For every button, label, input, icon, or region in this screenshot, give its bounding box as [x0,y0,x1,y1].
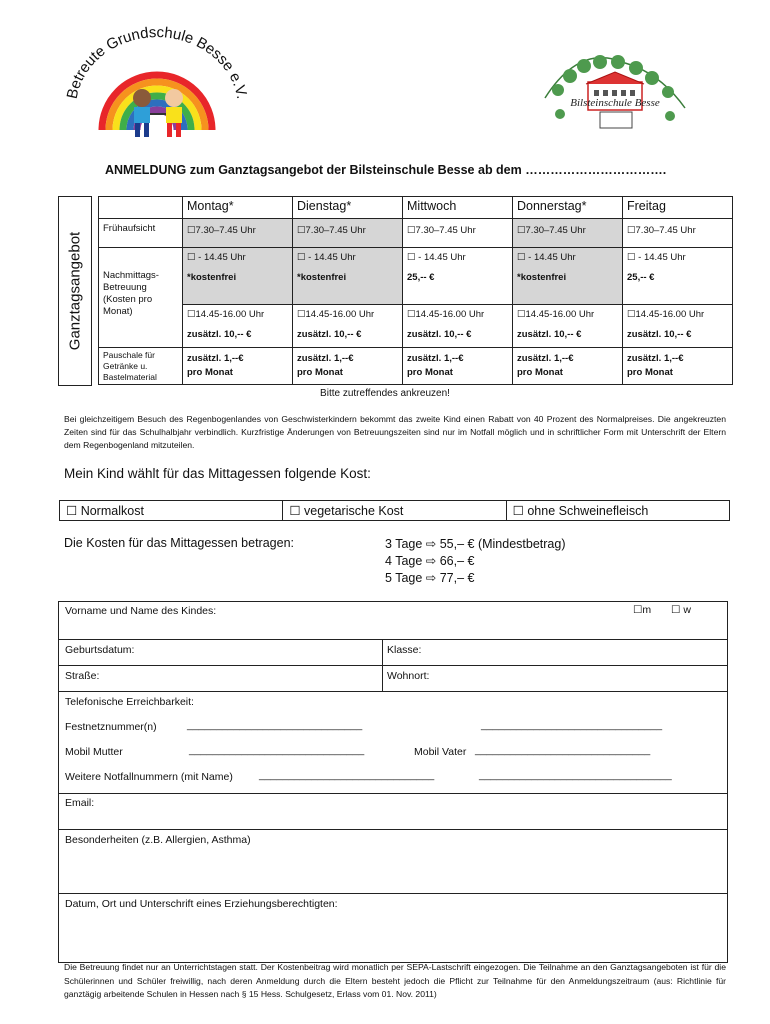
pauschale-period: pro Monat [517,367,563,378]
svg-text:Bilsteinschule Besse: Bilsteinschule Besse [570,97,660,109]
gender-w-option[interactable]: ☐ w [671,604,691,616]
day-header: Dienstag* [293,197,403,219]
nachmittag-late-row [99,305,733,348]
bilsteinschule-logo [540,48,690,138]
mobile-father-label: Mobil Vater [414,746,467,758]
pauschale-cost: zusätzl. 1,--€ [297,353,354,364]
checkbox-icon[interactable] [66,504,77,518]
email-row[interactable] [59,794,727,830]
pauschale-period: pro Monat [407,367,453,378]
emergency-label: Weitere Notfallnummern (mit Name) [65,771,233,783]
late-checkbox[interactable]: ☐14.45-16.00 Uhr [297,309,375,320]
pauschale-period: pro Monat [627,367,673,378]
checkbox-icon[interactable] [289,504,300,518]
class-label: Klasse: [387,644,422,656]
day-header: Donnerstag* [513,197,623,219]
fruehaufsicht-checkbox[interactable]: ☐7.30–7.45 Uhr [297,225,366,236]
meal-cost-list [385,536,566,587]
pauschale-cost: zusätzl. 1,--€ [187,353,244,364]
schedule-header-row [99,197,733,219]
meal-cost-item: 5 Tage ⇨ 77,– € [385,571,475,585]
late-checkbox[interactable]: ☐14.45-16.00 Uhr [627,309,705,320]
street-label: Straße: [65,670,100,682]
landline-field-1[interactable]: ______________________________ [187,719,363,731]
late-cost: zusätzl. 10,-- € [187,329,252,340]
row-label: Pauschale für Getränke u. Bastelmaterial [99,348,183,385]
signature-row[interactable] [59,894,727,962]
checkbox-icon[interactable] [633,604,642,616]
nachmittag-cost: 25,-- € [627,272,655,283]
meal-option-vegetarisch[interactable]: ☐ vegetarische Kost [283,501,506,521]
late-cost: zusätzl. 10,-- € [407,329,472,340]
city-label: Wohnort: [387,670,430,682]
fruehaufsicht-checkbox[interactable]: ☐7.30–7.45 Uhr [407,225,476,236]
late-checkbox[interactable]: ☐14.45-16.00 Uhr [187,309,265,320]
pauschale-cost: zusätzl. 1,--€ [407,353,464,364]
late-cost: zusätzl. 10,-- € [297,329,362,340]
betreute-grundschule-logo [62,22,252,140]
fruehaufsicht-row [99,219,733,248]
ganztagsangebot-side-label: Ganztagsangebot [58,196,92,386]
pauschale-cost: zusätzl. 1,--€ [517,353,574,364]
schedule-table [98,196,733,385]
special-notes-row[interactable] [59,830,727,894]
nachmittag-cost: 25,-- € [407,272,435,283]
row-divider [382,640,383,665]
meal-options-table [59,500,730,521]
row-label: Nachmittags-Betreuung (Kosten pro Monat) [99,248,183,348]
tick-note: Bitte zutreffendes ankreuzen! [320,388,450,399]
meal-cost-item: 3 Tage ⇨ 55,– € (Mindestbetrag) [385,537,566,551]
mobile-mother-field[interactable]: ______________________________ [189,744,365,756]
pauschale-row [99,348,733,385]
late-checkbox[interactable]: ☐14.45-16.00 Uhr [517,309,595,320]
nachmittag-cost: *kostenfrei [517,272,567,283]
nachmittag-row [99,248,733,305]
row-divider [382,666,383,691]
fruehaufsicht-checkbox[interactable]: ☐7.30–7.45 Uhr [187,225,256,236]
fruehaufsicht-checkbox[interactable]: ☐7.30–7.45 Uhr [627,225,696,236]
late-cost: zusätzl. 10,-- € [627,329,692,340]
phone-heading: Telefonische Erreichbarkeit: [65,696,194,708]
address-row [59,666,727,692]
meal-cost-item: 4 Tage ⇨ 66,– € [385,554,475,568]
svg-text:Betreute Grundschule Besse e.V: Betreute Grundschule Besse e.V. [63,24,251,101]
landline-field-2[interactable]: _______________________________ [481,719,663,731]
day-header: Freitag [623,197,733,219]
day-header: Mittwoch [403,197,513,219]
child-name-label: Vorname und Name des Kindes: [65,605,217,617]
child-name-row[interactable] [59,602,727,640]
pauschale-period: pro Monat [297,367,343,378]
late-checkbox[interactable]: ☐14.45-16.00 Uhr [407,309,485,320]
fruehaufsicht-checkbox[interactable]: ☐7.30–7.45 Uhr [517,225,586,236]
special-notes-label: Besonderheiten (z.B. Allergien, Asthma) [65,834,251,846]
row-label: Frühaufsicht [99,219,183,248]
nachmittag-checkbox[interactable]: ☐ - 14.45 Uhr [407,252,466,263]
gender-m-option[interactable]: ☐ m [633,604,651,616]
day-header: Montag* [183,197,293,219]
nachmittag-cost: *kostenfrei [297,272,347,283]
discount-paragraph: Bei gleichzeitigem Besuch des Regenbogenlandes von Geschwisterkindern bekommt das zweite Kind einen Rabatt von 40 Prozent des Normalpreises. Die angekreuzten Zeiten sind für das Schulhalbjahr verbindlich. Kurzfristige Änderungen von Betreuungszeiten sind nur im Notfall möglich und in schriftlicher Form mit Unterschrift der Eltern dem Regenbogenland mitzuteilen. [64,414,726,450]
pauschale-period: pro Monat [187,367,233,378]
nachmittag-cost: *kostenfrei [187,272,237,283]
nachmittag-checkbox[interactable]: ☐ - 14.45 Uhr [517,252,576,263]
pauschale-cost: zusätzl. 1,--€ [627,353,684,364]
phone-section [59,692,727,794]
nachmittag-checkbox[interactable]: ☐ - 14.45 Uhr [187,252,246,263]
meal-heading: Mein Kind wählt für das Mittagessen folgende Kost: [64,466,371,481]
late-cost: zusätzl. 10,-- € [517,329,582,340]
child-data-form [58,601,728,963]
nachmittag-checkbox[interactable]: ☐ - 14.45 Uhr [297,252,356,263]
nachmittag-checkbox[interactable]: ☐ - 14.45 Uhr [627,252,686,263]
meal-cost-label: Die Kosten für das Mittagessen betragen: [64,536,294,550]
emergency-field-2[interactable]: _________________________________ [479,769,672,781]
footer-note: Die Betreuung findet nur an Unterrichtstagen statt. Der Kostenbeitrag wird monatlich per SEPA-Lastschrift eingezogen. Die Teilnahme an den Ganztagsangeboten ist für die Schülerinnen und Schüler freiwillig, nach deren Anmeldung durch die Eltern besteht jedoch die Pflicht zur Teilnahme für den Anmeldungszeitraum (aus: Richtlinie für ganztägig arbeitende Schulen in Hessen nach § 15 Hess. Schulgesetz, Erlass vom 01. Nov. 2011) [64,962,726,999]
mobile-mother-label: Mobil Mutter [65,746,123,758]
checkbox-icon[interactable] [513,504,524,518]
landline-label: Festnetznummer(n) [65,721,157,733]
form-title: ANMELDUNG zum Ganztagsangebot der Bilsteinschule Besse ab dem ……………………………. [105,163,667,177]
signature-label: Datum, Ort und Unterschrift eines Erziehungsberechtigten: [65,898,338,910]
email-label: Email: [65,797,95,809]
meal-option-normalkost[interactable]: ☐ Normalkost [60,501,283,521]
birth-class-row [59,640,727,666]
birth-date-label: Geburtsdatum: [65,644,135,656]
emergency-field-1[interactable]: ______________________________ [259,769,435,781]
checkbox-icon[interactable] [671,604,680,616]
meal-option-ohne-schweinefleisch[interactable]: ☐ ohne Schweinefleisch [506,501,729,521]
mobile-father-field[interactable]: ______________________________ [475,744,651,756]
